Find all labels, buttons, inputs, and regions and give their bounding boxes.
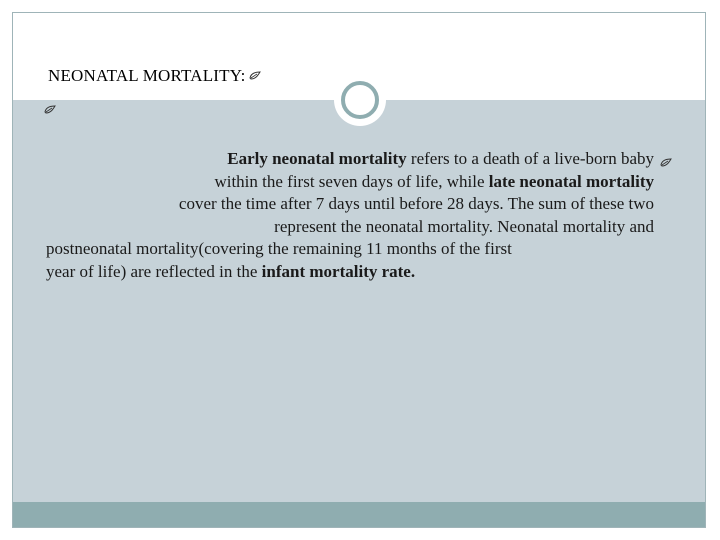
- term-infant-mortality-rate: infant mortality rate: [261, 261, 411, 281]
- paragraph-bullet: [660, 153, 672, 171]
- slide-title-text: NEONATAL MORTALITY:: [48, 66, 246, 85]
- divider-circle-icon: [341, 81, 379, 119]
- body-line-3: cover the time after 7 days until before 28 days. The sum of these two: [178, 194, 654, 214]
- slide-title: [48, 66, 261, 86]
- term-early-neonatal: Early neonatal mortality: [227, 149, 407, 168]
- body-line-5: postneonatal mortality(covering the remaining 11 months of the first: [46, 239, 512, 259]
- leaf-bullet-icon: [249, 71, 261, 80]
- leaf-bullet-icon: [44, 105, 56, 114]
- term-late-neonatal: late neonatal mortality: [488, 171, 654, 191]
- body-paragraph: [36, 148, 654, 284]
- body-line-6-period: .: [410, 261, 416, 281]
- body-line-4: represent the neonatal mortality. Neonatal mortality and: [274, 216, 654, 236]
- body-line-1-text: refers to a death of a live-born baby: [406, 149, 654, 168]
- body-line-6-text: year of life) are reflected in the: [46, 261, 262, 281]
- leaf-bullet-icon: [660, 158, 672, 167]
- body-line-6: [36, 261, 654, 284]
- body-line-2-text: within the first seven days of life, while: [214, 171, 489, 191]
- body-line-1: [36, 148, 654, 171]
- empty-sub-bullet: [44, 100, 56, 118]
- body-line-2: [36, 171, 654, 194]
